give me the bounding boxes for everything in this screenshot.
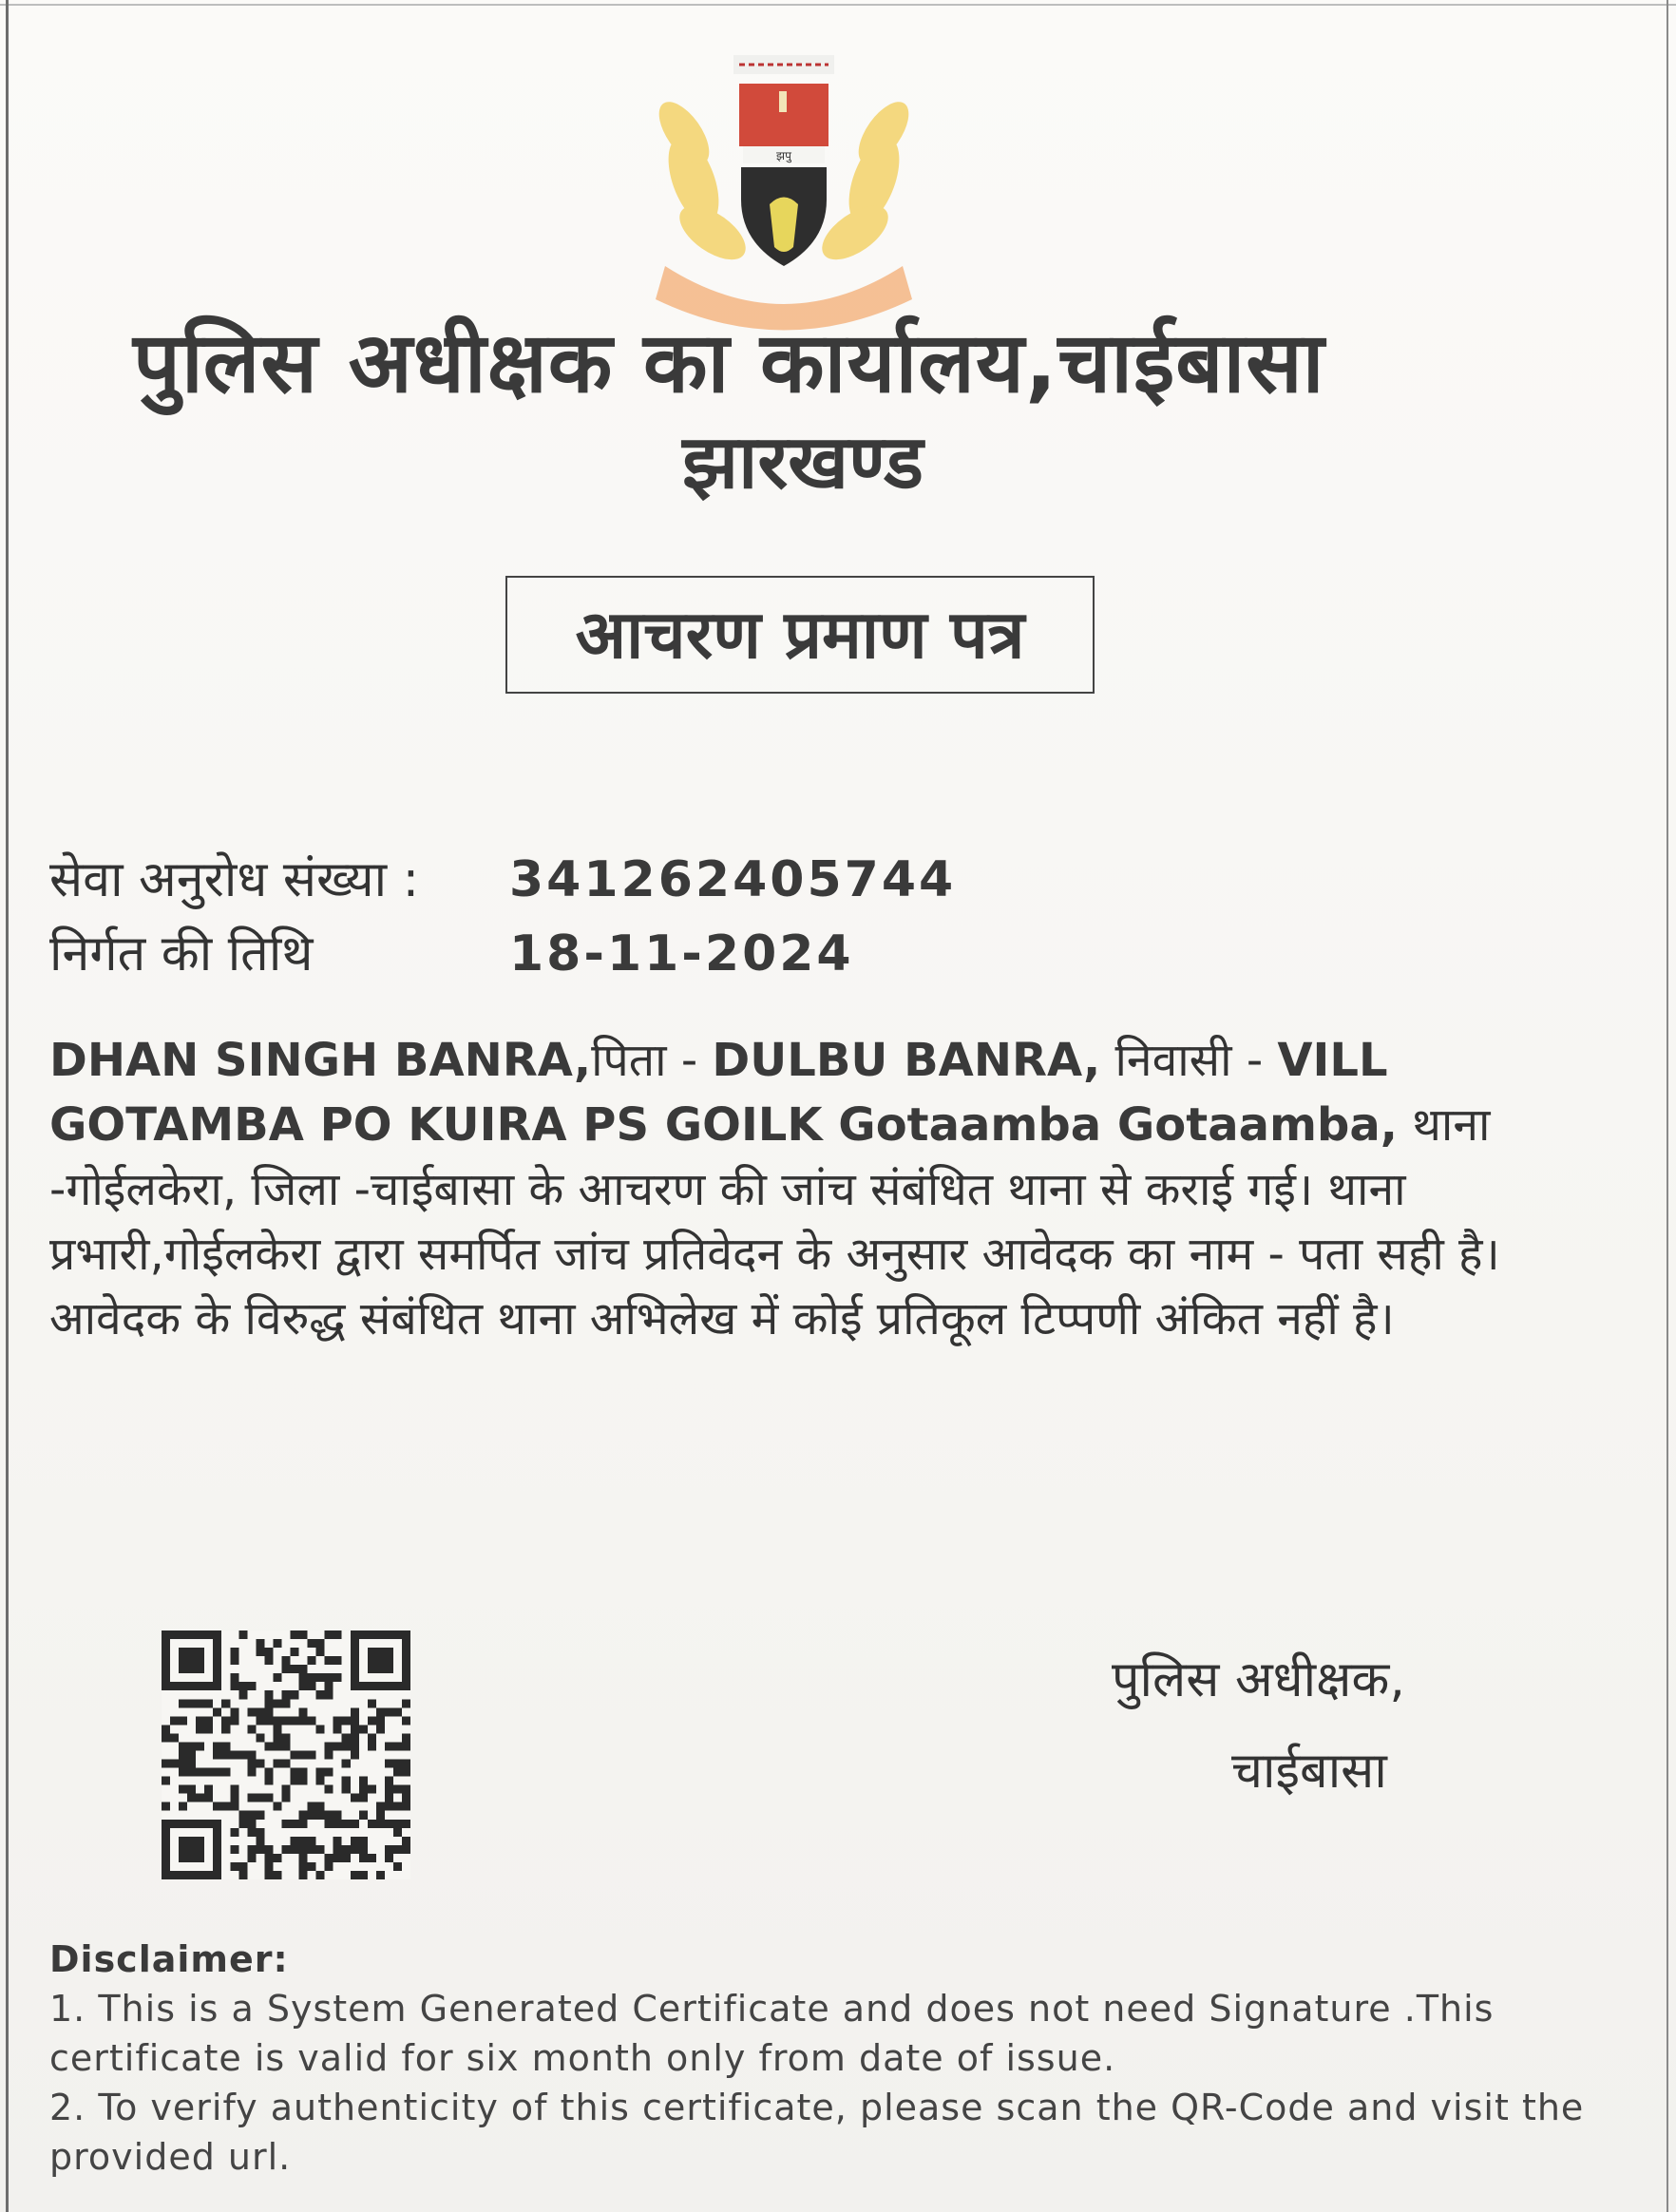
qr-code-icon[interactable]	[162, 1630, 410, 1879]
state-title: झारखण्ड	[682, 420, 924, 505]
office-title: पुलिस अधीक्षक का कार्यालय,चाईबासा	[133, 314, 1325, 411]
disclaimer-item-2: 2. To verify authenticity of this certificate, please scan the QR-Code and visit the provided url.	[49, 2087, 1585, 2178]
svg-text:झपु: झपु	[776, 149, 791, 162]
father-name: DULBU BANRA,	[712, 1034, 1101, 1087]
issue-date-label: निर्गत की तिथि	[49, 925, 314, 982]
page-edge-top	[0, 4, 1676, 6]
jharkhand-police-emblem-icon	[627, 38, 941, 333]
page-edge-right	[1666, 0, 1668, 2212]
issue-date-row	[49, 918, 854, 985]
signature-block	[1112, 1634, 1405, 1817]
certificate-statement: थाना -गोईलकेरा, जिला -चाईबासा के आचरण की जांच संबंधित थाना से कराई गई। थाना प्रभारी,गोईलकेरा द्वारा समर्पित जांच प्रतिवेदन के अनुसार आवेदक का नाम - पता सही है। आवेदक के विरुद्ध संबंधित थाना अभिलेख में कोई प्रतिकूल टिप्पणी अंकित नहीं है।	[49, 1098, 1500, 1345]
issue-date-value: 18-11-2024	[509, 925, 854, 982]
service-request-label: सेवा अनुरोध संख्या :	[49, 851, 420, 908]
resident-label: निवासी -	[1100, 1034, 1278, 1087]
signatory-title: पुलिस अधीक्षक,	[1112, 1651, 1405, 1708]
applicant-name: DHAN SINGH BANRA,	[49, 1034, 592, 1087]
applicant-address: VILL GOTAMBA PO KUIRA PS GOILK Gotaamba Gotaamba,	[49, 1034, 1398, 1152]
father-label: पिता -	[591, 1034, 713, 1087]
disclaimer	[49, 1935, 1608, 2182]
certificate-body	[49, 1028, 1627, 1351]
disclaimer-heading: Disclaimer:	[49, 1938, 289, 1980]
service-request-number: 341262405744	[509, 851, 957, 908]
page-edge-left	[6, 0, 9, 2212]
certificate-title: आचरण प्रमाण पत्र	[505, 576, 1095, 694]
signatory-location: चाईबासा	[1231, 1743, 1387, 1800]
service-request-row	[49, 844, 956, 911]
disclaimer-item-1: 1. This is a System Generated Certificate and does not need Signature .This certificate is valid for six month only from date of issue.	[49, 1988, 1495, 2079]
